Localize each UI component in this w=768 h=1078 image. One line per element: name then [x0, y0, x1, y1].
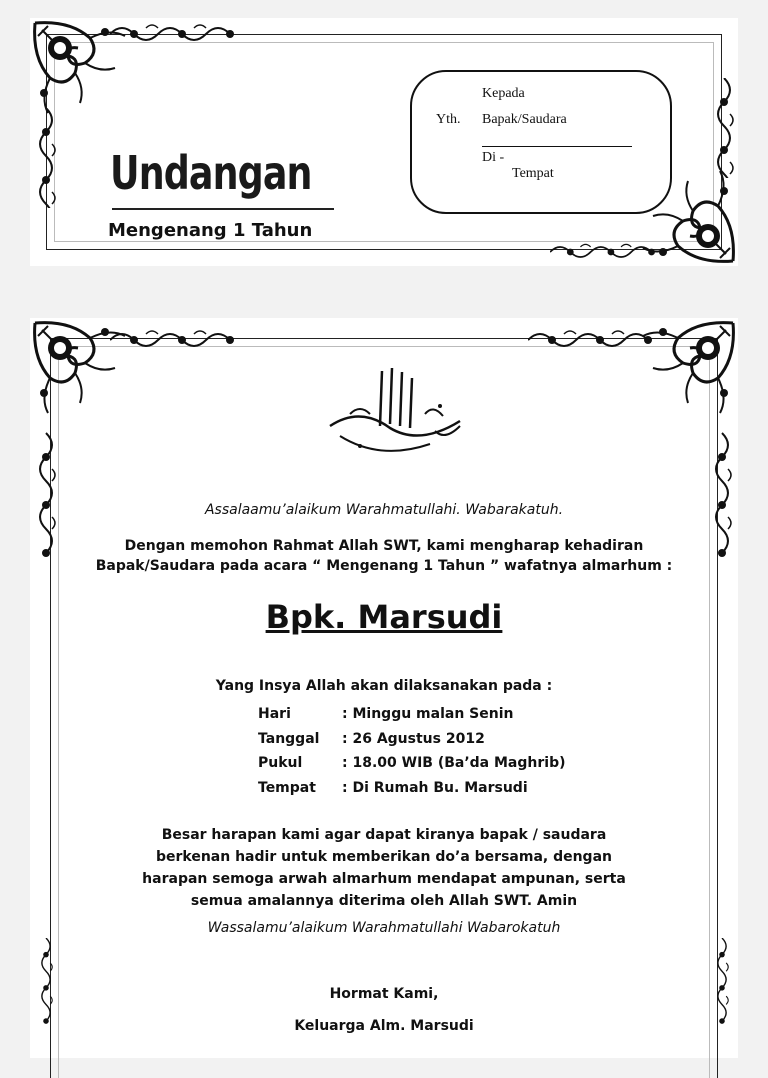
title-underline [112, 208, 334, 210]
border-ornament [34, 938, 58, 1028]
border-ornament [110, 22, 240, 46]
schedule-label: Tempat [258, 779, 316, 796]
yth-label: Yth. [436, 112, 461, 127]
schedule-label: Pukul [258, 755, 303, 771]
border-ornament [710, 418, 734, 578]
schedule-value: : 18.00 WIB (Ba’da Maghrib) [342, 755, 566, 771]
intro-line [30, 558, 738, 574]
border-ornament [712, 78, 736, 178]
address-card [30, 18, 738, 266]
border-ornament [710, 938, 734, 1028]
di-label: Di - [482, 150, 505, 165]
opening-greeting: Assalaamu’alaikum Warahmatullahi. Wabarakatuh. [204, 502, 564, 518]
schedule-value: : Minggu malan Senin [342, 706, 514, 722]
closing-greeting: Wassalamu’alaikum Warahmatullahi Wabarokatuh [207, 920, 561, 936]
schedule-row [258, 780, 566, 805]
schedule-intro: Yang Insya Allah akan dilaksanakan pada : [215, 678, 553, 694]
closing-line: Besar harapan kami agar dapat kiranya bapak / saudara [161, 827, 607, 843]
place-label: Tempat [512, 166, 554, 181]
border-ornament [110, 328, 240, 352]
closing-line: harapan semoga arwah almarhum mendapat ampunan, serta [142, 871, 626, 887]
invitation-subtitle: Mengenang 1 Tahun [108, 220, 313, 241]
regards: Hormat Kami, [329, 986, 439, 1002]
closing-line: berkenan hadir untuk memberikan do’a bersama, dengan [155, 849, 612, 865]
schedule-value: : 26 Agustus 2012 [342, 730, 485, 747]
event-name: “ Mengenang 1 Tahun ” [312, 558, 500, 574]
closing-paragraph [130, 824, 638, 912]
border-ornament [34, 418, 58, 578]
schedule-label: Tanggal [258, 730, 320, 747]
schedule-row [258, 706, 566, 731]
border-ornament [34, 108, 58, 208]
recipient-name-line [482, 146, 632, 147]
border-ornament [528, 328, 658, 352]
border-ornament [550, 240, 660, 264]
intro-text: wafatnya almarhum : [499, 558, 673, 574]
schedule-label: Hari [258, 706, 291, 722]
schedule-row [258, 755, 566, 780]
schedule-value: : Di Rumah Bu. Marsudi [342, 779, 528, 796]
schedule-table [258, 706, 566, 804]
intro-text: Bapak/Saudara pada acara [95, 558, 313, 574]
intro-line: Dengan memohon Rahmat Allah SWT, kami mengharap kehadiran [124, 538, 644, 554]
signature: Keluarga Alm. Marsudi [294, 1018, 474, 1034]
deceased-name: Bpk. Marsudi [265, 598, 503, 636]
closing-line: semua amalannya diterima oleh Allah SWT. Amin [190, 893, 578, 909]
bismillah-calligraphy [320, 366, 470, 466]
invitation-card [30, 318, 738, 1058]
recipient-label: Bapak/Saudara [482, 112, 567, 127]
schedule-row [258, 731, 566, 756]
invitation-title: Undangan [110, 146, 312, 200]
to-label: Kepada [482, 86, 525, 101]
recipient-box [410, 70, 672, 214]
